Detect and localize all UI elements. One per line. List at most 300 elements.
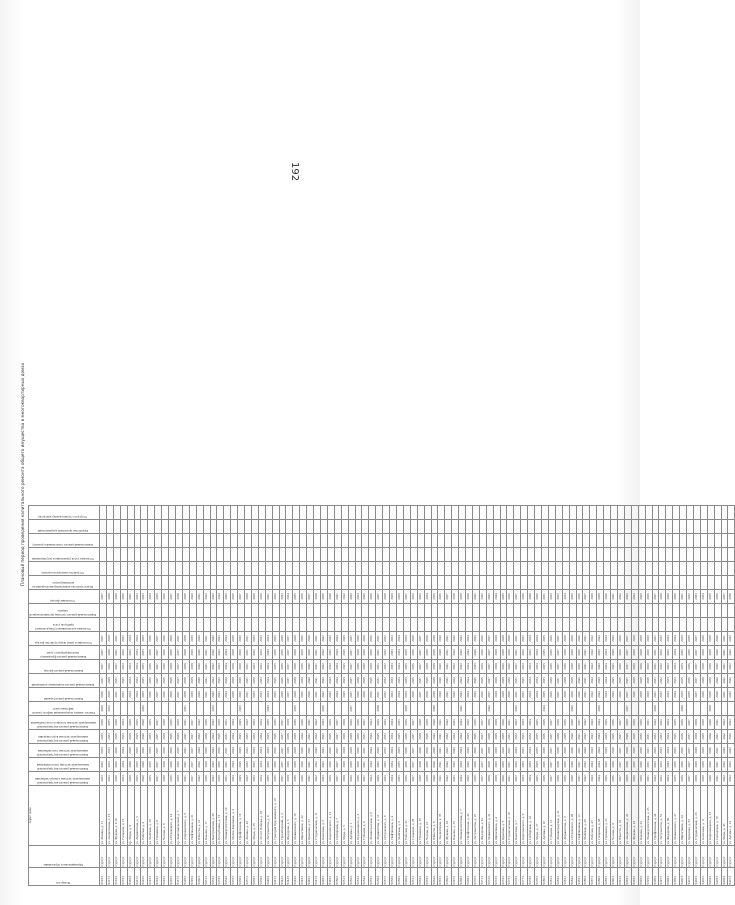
year-cell: 2032 — [272, 590, 279, 604]
year-cell: 2041 — [203, 632, 210, 646]
year-cell: 2026 — [327, 730, 334, 744]
year-cell — [341, 506, 348, 520]
year-cell — [673, 506, 680, 520]
year-cell — [417, 520, 424, 534]
year-cell — [148, 548, 155, 562]
year-cell — [542, 618, 549, 632]
year-cell — [542, 562, 549, 576]
year-cell: 2032 — [514, 758, 521, 772]
year-cell — [162, 548, 169, 562]
row-number-cell: 9407/1 — [728, 868, 735, 886]
year-cell — [348, 562, 355, 576]
year-cell: 2042 — [321, 646, 328, 660]
year-cell: 2034 — [424, 590, 431, 604]
year-cell: 2029 — [113, 590, 120, 604]
year-cell — [127, 520, 134, 534]
year-cell: 2040 — [569, 758, 576, 772]
year-cell: 2032 — [100, 758, 107, 772]
year-cell: 2037 — [555, 646, 562, 660]
table-row — [583, 506, 590, 886]
year-cell: 2035 — [680, 646, 687, 660]
year-cell: 2035 — [673, 772, 680, 786]
year-cell — [390, 562, 397, 576]
year-cell — [507, 548, 514, 562]
year-cell — [286, 548, 293, 562]
table-row — [341, 506, 348, 886]
row-number-cell: 9342/1 — [279, 868, 286, 886]
year-cell: 2026 — [479, 646, 486, 660]
year-cell: 2038 — [376, 702, 383, 716]
year-cell — [617, 520, 624, 534]
year-cell: 2030 — [645, 646, 652, 660]
year-cell: 2032 — [659, 632, 666, 646]
address-cell: пр. Мира, д. 35 — [251, 786, 258, 846]
row-number-cell: 9382/1 — [555, 868, 562, 886]
year-cell — [562, 576, 569, 590]
year-cell — [693, 604, 700, 618]
year-cell — [390, 618, 397, 632]
year-cell: 2040 — [431, 730, 438, 744]
year-cell: 2038 — [700, 660, 707, 674]
year-cell — [258, 562, 265, 576]
year-cell: 2042 — [728, 632, 735, 646]
year-cell — [148, 702, 155, 716]
year-cell: 2034 — [258, 772, 265, 786]
year-cell: 2032 — [514, 716, 521, 730]
year-cell — [466, 562, 473, 576]
year-cell — [728, 576, 735, 590]
row-number-cell: 9323/1 — [148, 868, 155, 886]
year-cell: 2030 — [645, 688, 652, 702]
address-cell: ул. Юности, д. 31 — [617, 786, 624, 846]
year-cell: 2029 — [638, 646, 645, 660]
year-cell: 2028 — [493, 688, 500, 702]
year-cell: 2040 — [141, 772, 148, 786]
year-cell — [466, 618, 473, 632]
year-cell — [569, 618, 576, 632]
address-cell: пр. Мира, д. 9 — [127, 786, 134, 846]
year-cell: 2033 — [666, 646, 673, 660]
year-cell: 2033 — [417, 590, 424, 604]
year-cell: 2035 — [265, 730, 272, 744]
year-cell — [258, 604, 265, 618]
year-cell: 2032 — [521, 688, 528, 702]
year-cell — [272, 604, 279, 618]
year-cell: 2035 — [535, 744, 542, 758]
table-row — [555, 506, 562, 886]
year-cell — [631, 548, 638, 562]
year-cell — [127, 618, 134, 632]
year-cell: 2043 — [597, 660, 604, 674]
year-cell: 2043 — [728, 744, 735, 758]
year-cell — [624, 506, 631, 520]
table-row — [562, 506, 569, 886]
year-cell: 2037 — [687, 730, 694, 744]
year-cell — [258, 576, 265, 590]
year-cell — [659, 576, 666, 590]
year-cell: 2036 — [548, 646, 555, 660]
year-cell — [680, 576, 687, 590]
year-cell — [555, 506, 562, 520]
year-cell: 2032 — [659, 674, 666, 688]
year-cell: 2028 — [521, 590, 528, 604]
address-cell: ул. Бажова, д. 33 — [638, 786, 645, 846]
year-cell: 2040 — [714, 674, 721, 688]
year-cell: 2034 — [673, 660, 680, 674]
year-cell: 2031 — [245, 646, 252, 660]
year-cell: 2041 — [203, 674, 210, 688]
year-cell: 2038 — [417, 772, 424, 786]
year-cell — [562, 506, 569, 520]
year-cell — [390, 576, 397, 590]
year-cell: 2042 — [721, 772, 728, 786]
year-cell — [196, 604, 203, 618]
municipality-cell: Сургут — [624, 846, 631, 868]
year-cell: 2045 — [472, 632, 479, 646]
year-cell: 2028 — [341, 772, 348, 786]
year-cell: 2040 — [576, 660, 583, 674]
year-cell — [210, 562, 217, 576]
year-cell — [687, 548, 694, 562]
year-cell — [210, 576, 217, 590]
year-cell: 2037 — [155, 716, 162, 730]
year-cell: 2030 — [638, 730, 645, 744]
header-work-17: Установка узлов управления и регулирования — [29, 548, 100, 562]
year-cell: 2032 — [245, 744, 252, 758]
year-cell: 2040 — [431, 744, 438, 758]
year-cell: 2036 — [542, 758, 549, 772]
address-cell: ул. Лермонтова, д. 11 — [376, 786, 383, 846]
year-cell — [134, 618, 141, 632]
year-cell: 2040 — [300, 758, 307, 772]
year-cell — [707, 618, 714, 632]
year-cell — [445, 548, 452, 562]
year-cell: 2032 — [106, 702, 113, 716]
year-cell: 2034 — [120, 744, 127, 758]
row-number-cell: 9348/1 — [321, 868, 328, 886]
year-cell: 2045 — [376, 772, 383, 786]
year-cell: 2037 — [286, 632, 293, 646]
year-cell — [611, 618, 618, 632]
year-cell: 2041 — [721, 646, 728, 660]
year-cell — [597, 548, 604, 562]
year-cell — [189, 604, 196, 618]
year-cell — [638, 562, 645, 576]
year-cell: 2030 — [645, 632, 652, 646]
address-cell: ул. Рабочая, д. 45 — [590, 786, 597, 846]
row-number-cell: 9395/1 — [645, 868, 652, 886]
row-number-cell: 9399/1 — [673, 868, 680, 886]
year-cell — [334, 534, 341, 548]
year-cell: 2036 — [548, 632, 555, 646]
year-cell — [604, 604, 611, 618]
year-cell — [652, 604, 659, 618]
year-cell: 2035 — [265, 758, 272, 772]
year-cell: 2039 — [175, 758, 182, 772]
year-cell: 2029 — [169, 660, 176, 674]
year-cell — [666, 702, 673, 716]
year-cell — [659, 562, 666, 576]
year-cell: 2034 — [390, 744, 397, 758]
year-cell: 2040 — [431, 772, 438, 786]
year-cell: 2041 — [307, 730, 314, 744]
year-cell — [700, 534, 707, 548]
year-cell — [376, 562, 383, 576]
year-cell: 2042 — [728, 646, 735, 660]
year-cell: 2032 — [521, 674, 528, 688]
year-cell — [279, 702, 286, 716]
year-cell: 2029 — [680, 702, 687, 716]
table-row — [459, 506, 466, 886]
year-cell: 2029 — [362, 660, 369, 674]
year-cell: 2036 — [113, 730, 120, 744]
year-cell — [100, 576, 107, 590]
year-cell — [403, 576, 410, 590]
year-cell — [500, 534, 507, 548]
year-cell — [390, 534, 397, 548]
year-cell: 2027 — [486, 688, 493, 702]
year-cell — [279, 506, 286, 520]
year-cell — [652, 534, 659, 548]
year-cell: 2034 — [390, 716, 397, 730]
year-cell — [334, 506, 341, 520]
year-cell — [155, 702, 162, 716]
year-cell — [341, 576, 348, 590]
row-number-cell: 9397/1 — [659, 868, 666, 886]
year-cell — [728, 534, 735, 548]
municipality-cell: Сургут — [383, 846, 390, 868]
year-cell: 2045 — [238, 744, 245, 758]
year-cell: 2041 — [576, 758, 583, 772]
year-cell: 2036 — [680, 758, 687, 772]
year-cell — [272, 562, 279, 576]
year-cell — [376, 618, 383, 632]
municipality-cell: Сургут — [714, 846, 721, 868]
year-cell — [555, 604, 562, 618]
year-cell: 2038 — [293, 660, 300, 674]
year-cell — [169, 534, 176, 548]
year-cell: 2037 — [155, 730, 162, 744]
year-cell — [631, 562, 638, 576]
year-cell: 2039 — [424, 730, 431, 744]
table-row — [238, 506, 245, 886]
year-cell: 2033 — [251, 716, 258, 730]
year-cell — [141, 618, 148, 632]
year-cell: 2027 — [624, 632, 631, 646]
year-cell: 2029 — [528, 590, 535, 604]
year-cell: 2033 — [659, 772, 666, 786]
year-cell — [321, 562, 328, 576]
year-cell — [148, 562, 155, 576]
year-cell: 2041 — [203, 688, 210, 702]
year-cell: 2029 — [169, 632, 176, 646]
address-cell: ул. Энтузиастов, д. 51 — [659, 786, 666, 846]
year-cell — [182, 534, 189, 548]
row-number-cell: 9327/1 — [175, 868, 182, 886]
table-row — [479, 506, 486, 886]
year-cell: 2035 — [141, 688, 148, 702]
year-cell — [466, 520, 473, 534]
year-cell — [486, 576, 493, 590]
year-cell — [438, 520, 445, 534]
year-cell — [238, 520, 245, 534]
year-cell — [169, 506, 176, 520]
year-cell — [369, 562, 376, 576]
year-cell: 2031 — [362, 716, 369, 730]
table-row — [714, 506, 721, 886]
table-row — [120, 506, 127, 886]
year-cell: 2031 — [514, 688, 521, 702]
row-number-cell: 9343/1 — [286, 868, 293, 886]
year-cell: 2030 — [355, 744, 362, 758]
year-cell: 2034 — [528, 758, 535, 772]
year-cell: 2035 — [265, 744, 272, 758]
year-cell: 2039 — [189, 660, 196, 674]
year-cell: 2027 — [617, 730, 624, 744]
year-cell: 2037 — [693, 660, 700, 674]
year-cell: 2026 — [611, 772, 618, 786]
page-number: 192 — [289, 162, 300, 182]
year-cell: 2034 — [535, 660, 542, 674]
year-cell — [189, 576, 196, 590]
year-cell: 2027 — [238, 590, 245, 604]
year-cell: 2036 — [148, 674, 155, 688]
year-cell — [535, 576, 542, 590]
year-cell: 2041 — [721, 674, 728, 688]
year-cell — [210, 506, 217, 520]
year-cell — [714, 506, 721, 520]
year-cell: 2035 — [265, 716, 272, 730]
year-cell: 2034 — [673, 646, 680, 660]
year-cell: 2043 — [210, 730, 217, 744]
year-cell: 2040 — [300, 772, 307, 786]
municipality-cell: Сургут — [403, 846, 410, 868]
row-number-cell: 9325/1 — [162, 868, 169, 886]
year-cell: 2031 — [507, 758, 514, 772]
year-cell: 2044 — [466, 646, 473, 660]
year-cell: 2029 — [348, 744, 355, 758]
year-cell — [203, 562, 210, 576]
year-cell: 2032 — [251, 688, 258, 702]
year-cell: 2038 — [286, 744, 293, 758]
address-cell: ул. Чехова, д. 6 — [162, 786, 169, 846]
year-cell — [196, 562, 203, 576]
year-cell — [459, 576, 466, 590]
year-cell — [687, 604, 694, 618]
year-cell — [369, 618, 376, 632]
year-cell — [562, 562, 569, 576]
year-cell: 2027 — [624, 646, 631, 660]
year-cell — [175, 548, 182, 562]
year-cell: 2027 — [155, 646, 162, 660]
year-cell: 2044 — [217, 590, 224, 604]
year-cell: 2038 — [728, 590, 735, 604]
municipality-cell: Сургут — [100, 846, 107, 868]
year-cell: 2033 — [127, 688, 134, 702]
year-cell: 2039 — [293, 730, 300, 744]
year-cell — [127, 506, 134, 520]
year-cell: 2043 — [624, 590, 631, 604]
address-cell: ул. Щепеткина, д. 22 — [300, 786, 307, 846]
year-cell — [617, 562, 624, 576]
year-cell: 2036 — [542, 716, 549, 730]
year-cell — [486, 618, 493, 632]
year-cell — [597, 520, 604, 534]
year-cell: 2029 — [500, 646, 507, 660]
header-work-2: Капитальный ремонт внутридомовой инженерной системы теплоснабжения — [29, 758, 100, 772]
year-cell: 2037 — [286, 688, 293, 702]
table-row — [431, 506, 438, 886]
year-cell: 2040 — [431, 716, 438, 730]
year-cell — [175, 576, 182, 590]
year-cell — [279, 604, 286, 618]
address-cell: ул. Рабочая, д. 4 — [141, 786, 148, 846]
year-cell: 2031 — [652, 646, 659, 660]
address-cell: ул. Артема, д. 1 — [348, 786, 355, 846]
year-cell — [279, 520, 286, 534]
table-row — [424, 506, 431, 886]
year-cell — [141, 534, 148, 548]
year-cell: 2041 — [445, 660, 452, 674]
year-cell: 2038 — [182, 688, 189, 702]
year-cell — [472, 520, 479, 534]
year-cell: 2038 — [700, 688, 707, 702]
year-cell — [486, 548, 493, 562]
year-cell — [113, 562, 120, 576]
year-cell: 2029 — [493, 730, 500, 744]
year-cell: 2045 — [604, 730, 611, 744]
year-cell — [334, 618, 341, 632]
year-cell — [583, 548, 590, 562]
year-cell: 2034 — [390, 772, 397, 786]
year-cell — [376, 548, 383, 562]
year-cell — [590, 702, 597, 716]
year-cell — [645, 702, 652, 716]
municipality-cell: Сургут — [431, 846, 438, 868]
header-work-3: Капитальный ремонт внутридомовой инженерной системы газоснабжения — [29, 744, 100, 758]
year-cell: 2029 — [127, 772, 134, 786]
year-cell — [258, 618, 265, 632]
year-cell: 2035 — [148, 744, 155, 758]
year-cell — [120, 548, 127, 562]
address-cell: ул. Федорова, д. 59 — [666, 786, 673, 846]
year-cell — [438, 604, 445, 618]
year-cell: 2026 — [617, 646, 624, 660]
table-row — [279, 506, 286, 886]
year-cell: 2040 — [196, 674, 203, 688]
year-cell — [189, 618, 196, 632]
table-row — [182, 506, 189, 886]
year-cell: 2044 — [597, 758, 604, 772]
year-cell: 2036 — [279, 632, 286, 646]
year-cell: 2034 — [148, 590, 155, 604]
year-cell: 2028 — [486, 744, 493, 758]
table-row — [321, 506, 328, 886]
year-cell: 2037 — [693, 674, 700, 688]
year-cell — [521, 702, 528, 716]
year-cell — [383, 548, 390, 562]
year-cell: 2043 — [590, 730, 597, 744]
year-cell — [100, 548, 107, 562]
year-cell: 2039 — [700, 758, 707, 772]
year-cell: 2036 — [279, 660, 286, 674]
year-cell — [272, 702, 279, 716]
year-cell: 2033 — [258, 646, 265, 660]
row-number-cell: 9335/1 — [231, 868, 238, 886]
year-cell: 2038 — [590, 590, 597, 604]
table-row — [334, 506, 341, 886]
year-cell: 2044 — [597, 716, 604, 730]
